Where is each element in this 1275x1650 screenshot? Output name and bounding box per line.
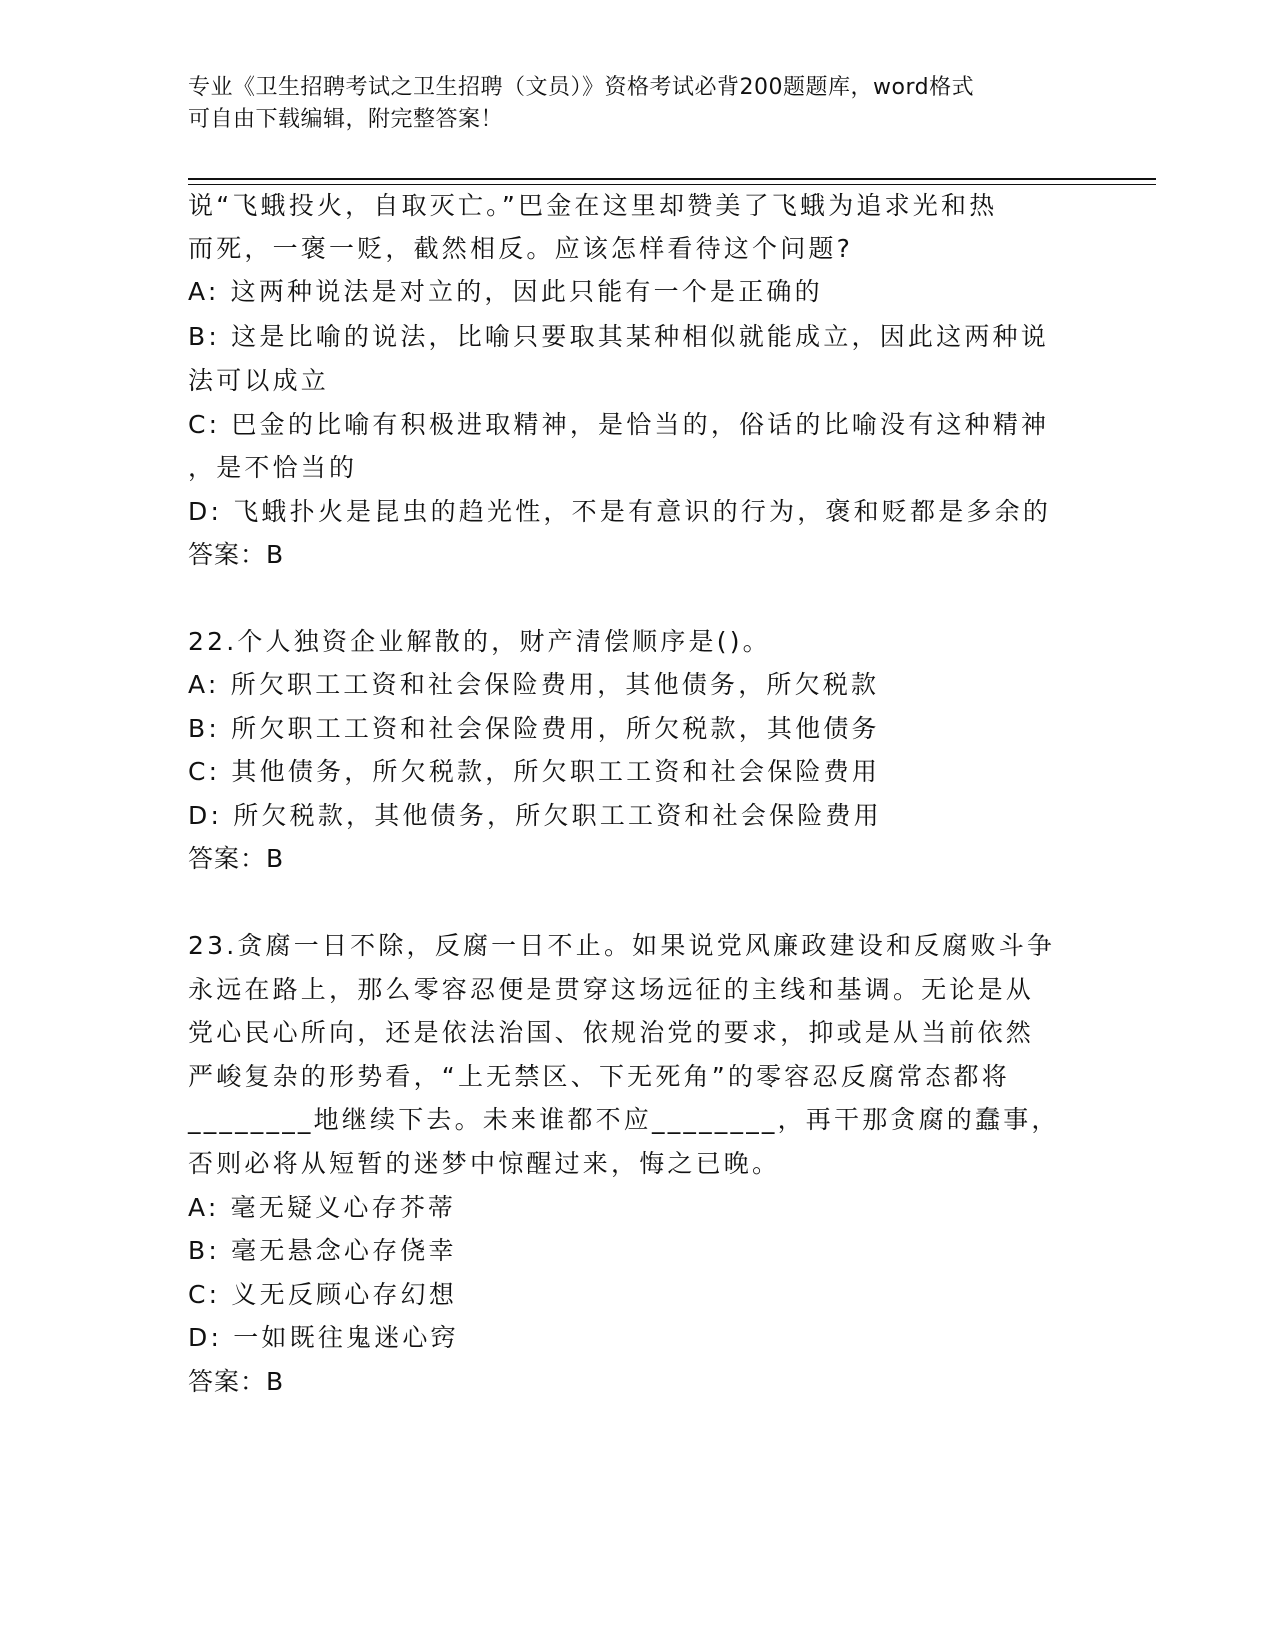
q22-text: 22.个人独资企业解散的，财产清偿顺序是()。 [188,627,771,656]
header-divider-thick [188,178,1156,180]
q23-option-a: A: 毫无疑义心存芥蒂 [188,1193,457,1222]
document-header [188,72,1088,136]
q21-option-c-line1: C: 巴金的比喻有积极进取精神，是恰当的，俗话的比喻没有这种精神 [188,410,1050,439]
q23-text-line2: 永远在路上，那么零容忍便是贯穿这场远征的主线和基调。无论是从 [188,975,1035,1004]
header-title-line2: 可自由下载编辑，附完整答案！ [188,107,504,132]
q22-option-a: A: 所欠职工工资和社会保险费用，其他债务，所欠税款 [188,670,880,699]
q21-option-c-line2: ，是不恰当的 [188,453,358,482]
q23-text-line3: 党心民心所向，还是依法治国、依规治党的要求，抑或是从当前依然 [188,1018,1035,1047]
header-divider-thin [188,184,1156,185]
q21-answer: 答案：B [188,540,285,569]
q22-option-c: C: 其他债务，所欠税款，所欠职工工资和社会保险费用 [188,757,881,786]
q21-option-b-line2: 法可以成立 [188,366,330,395]
q23-option-c: C: 义无反顾心存幻想 [188,1280,458,1309]
q22-option-b: B: 所欠职工工资和社会保险费用，所欠税款，其他债务 [188,714,880,743]
q23-text-line4: 严峻复杂的形势看，“上无禁区、下无死角”的零容忍反腐常态都将 [188,1062,1010,1091]
header-title-line1: 专业《卫生招聘考试之卫生招聘（文员）》资格考试必背200题题库，word格式 [188,75,975,100]
q23-text-line6: 否则必将从短暂的迷梦中惊醒过来，悔之已晚。 [188,1149,781,1178]
q21-text-line2: 而死，一褒一贬，截然相反。应该怎样看待这个问题? [188,234,854,263]
q23-text-line1: 23.贪腐一日不除，反腐一日不止。如果说党风廉政建设和反腐败斗争 [188,931,1056,960]
q22-answer: 答案：B [188,844,285,873]
q21-option-a: A: 这两种说法是对立的，因此只能有一个是正确的 [188,277,823,306]
q23-option-b: B: 毫无悬念心存侥幸 [188,1236,457,1265]
q23-text-line5: ________地继续下去。未来谁都不应________，再干那贪腐的蠢事， [188,1105,1060,1134]
q22-option-d: D: 所欠税款，其他债务，所欠职工工资和社会保险费用 [188,801,882,830]
q21-option-b-line1: B: 这是比喻的说法，比喻只要取其某种相似就能成立，因此这两种说 [188,322,1049,351]
q21-option-d: D: 飞蛾扑火是昆虫的趋光性，不是有意识的行为，褒和贬都是多余的 [188,497,1052,526]
q23-option-d: D: 一如既往鬼迷心窍 [188,1323,459,1352]
q23-answer: 答案：B [188,1367,285,1396]
q21-text-line1: 说“飞蛾投火，自取灭亡。”巴金在这里却赞美了飞蛾为追求光和热 [188,191,998,220]
